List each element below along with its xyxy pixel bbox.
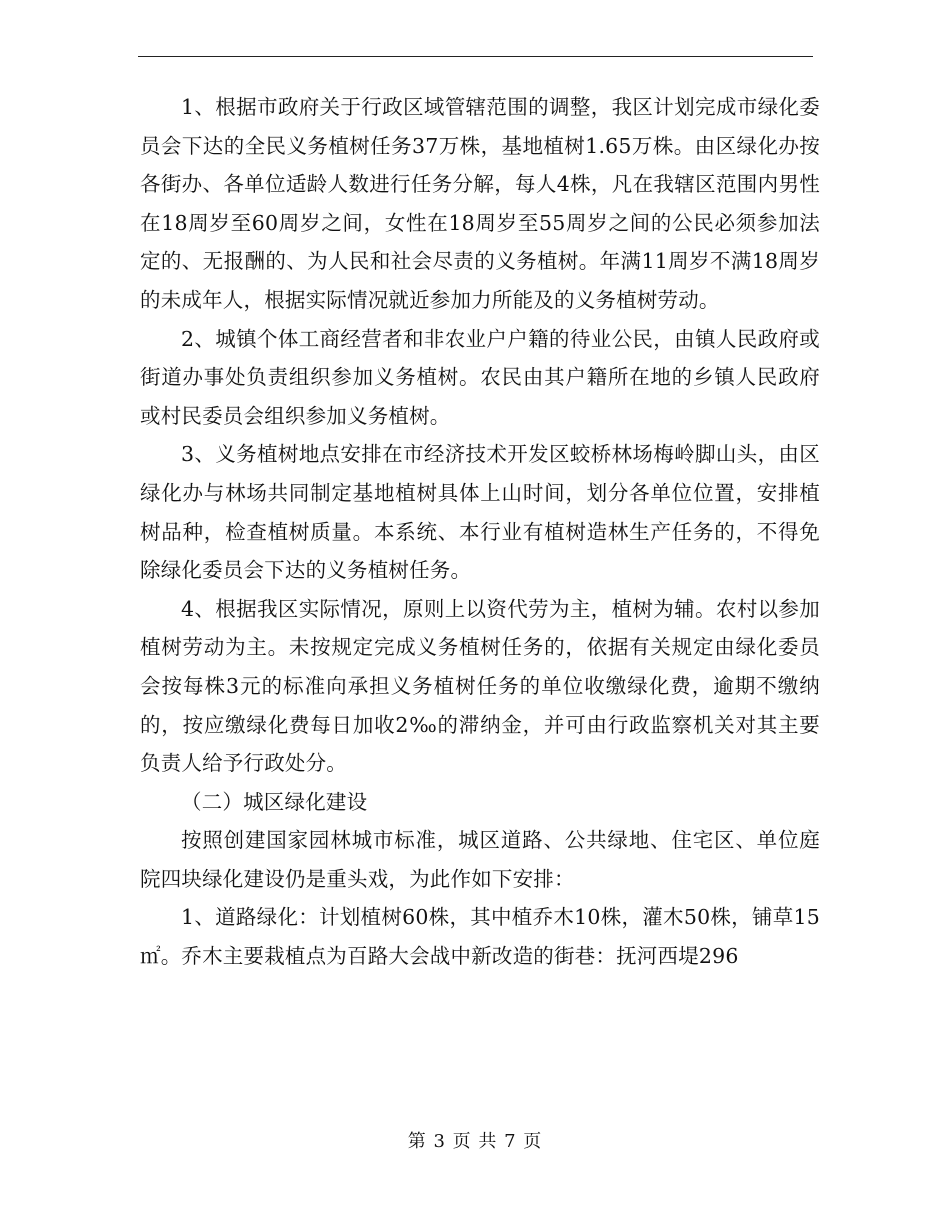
page-number-footer: 第 3 页 共 7 页 xyxy=(407,1131,543,1152)
paragraph-task-allocation: 1、根据市政府关于行政区域管辖范围的调整，我区计划完成市绿化委员会下达的全民义务植树任务37万株，基地植树1.65万株。由区绿化办按各街办、各单位适龄人数进行任务分解，每人4株，凡在我辖区范围内男性在18周岁至60周岁之间，女性在18周岁至55周岁之间的公民必须参加法定的、无报酬的、为人民和社会尽责的义务植树。年满11周岁不满18周岁的未成年人，根据实际情况就近参加力所能及的义务植树劳动。 xyxy=(140,95,820,312)
document-body xyxy=(140,88,820,976)
section-heading: （二）城区绿化建设 xyxy=(181,789,368,814)
header-rule xyxy=(138,56,813,57)
paragraph-planting-location: 3、义务植树地点安排在市经济技术开发区蛟桥林场梅岭脚山头，由区绿化办与林场共同制定基地植树具体上山时间，划分各单位位置，安排植树品种，检查植树质量。本系统、本行业有植树造林生产任务的，不得免除绿化委员会下达的义务植树任务。 xyxy=(140,442,820,583)
paragraph-road-greening: 1、道路绿化：计划植树60株，其中植乔木10株，灌木50株，铺草15㎡。乔木主要栽植点为百路大会战中新改造的街巷：抚河西堤296 xyxy=(140,905,820,969)
paragraph-section-intro: 按照创建国家园林城市标准，城区道路、公共绿地、住宅区、单位庭院四块绿化建设仍是重头戏，为此作如下安排： xyxy=(140,828,820,891)
paragraph-urban-residents: 2、城镇个体工商经营者和非农业户户籍的待业公民，由镇人民政府或街道办事处负责组织参加义务植树。农民由其户籍所在地的乡镇人民政府或村民委员会组织参加义务植树。 xyxy=(140,326,820,428)
paragraph-greening-fee: 4、根据我区实际情况，原则上以资代劳为主，植树为辅。农村以参加植树劳动为主。未按规定完成义务植树任务的，依据有关规定由绿化委员会按每株3元的标准向承担义务植树任务的单位收缴绿化费，逾期不缴纳的，按应缴绿化费每日加收2‰的滞纳金，并可由行政监察机关对其主要负责人给予行政处分。 xyxy=(140,596,820,776)
